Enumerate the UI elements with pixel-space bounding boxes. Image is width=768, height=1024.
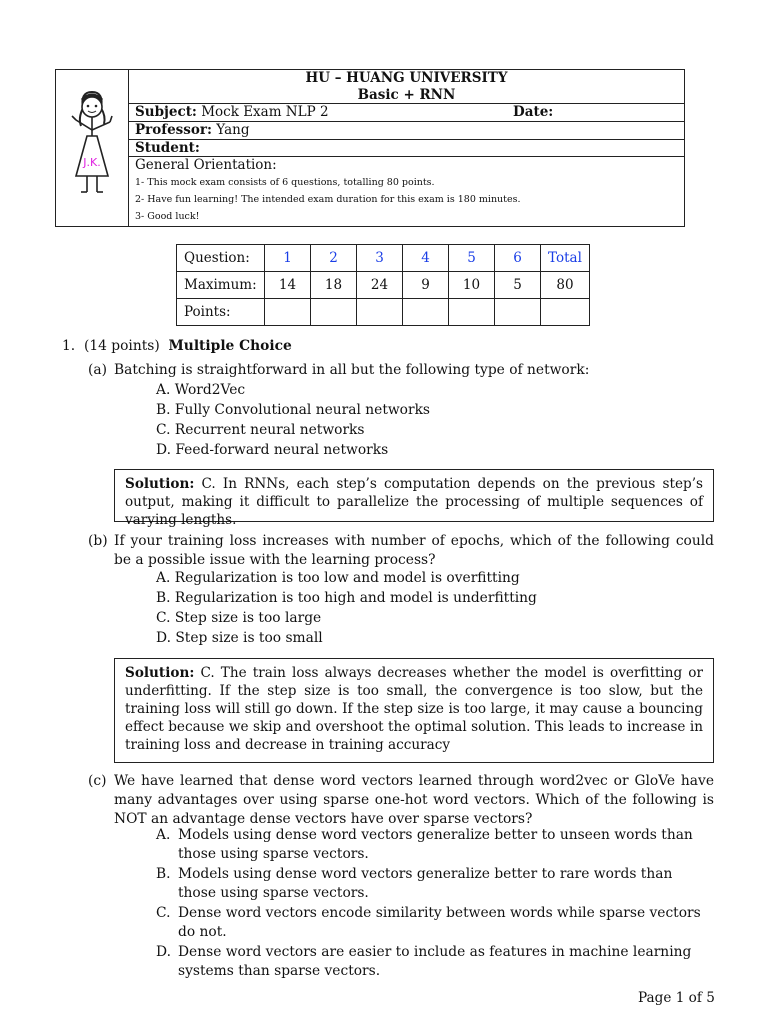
option-letter: A.	[156, 827, 171, 843]
option-list	[156, 380, 430, 460]
subject-row	[129, 104, 684, 122]
part-c-label: (c)	[88, 773, 107, 789]
question-title: Multiple Choice	[168, 338, 292, 354]
option-item	[156, 440, 430, 460]
option-letter: B.	[156, 590, 171, 606]
max-cell: 5	[495, 272, 541, 299]
option-text: Dense word vectors encode similarity between words while sparse vectors do not.	[178, 905, 701, 940]
part-b-label: (b)	[88, 533, 108, 549]
professor-label: Professor:	[135, 122, 212, 138]
option-letter: A.	[156, 382, 171, 398]
points-cell[interactable]	[541, 299, 590, 326]
subject-value: Mock Exam NLP 2	[201, 104, 329, 120]
points-cell[interactable]	[357, 299, 403, 326]
max-cell: 14	[265, 272, 311, 299]
max-cell: 9	[403, 272, 449, 299]
student-label: Student:	[135, 140, 200, 156]
option-text: Regularization is too low and model is overfitting	[174, 570, 520, 586]
option-item	[156, 943, 714, 981]
max-cell: 80	[541, 272, 590, 299]
row-label: Question:	[177, 245, 265, 272]
option-text: Dense word vectors are easier to include as features in machine learning systems than sparse vectors.	[178, 944, 692, 979]
option-letter: D.	[156, 442, 171, 458]
student-row	[129, 140, 684, 157]
option-text: Models using dense word vectors generalize better to unseen words than those using sparse vectors.	[178, 827, 693, 862]
points-row	[177, 299, 590, 326]
solution-label: Solution:	[125, 476, 195, 492]
option-letter: C.	[156, 905, 171, 921]
row-label: Maximum:	[177, 272, 265, 299]
row-label: Points:	[177, 299, 265, 326]
professor-row	[129, 122, 684, 140]
option-item	[156, 608, 537, 628]
option-text: Step size is too large	[174, 610, 322, 626]
avatar-cell	[56, 70, 129, 226]
professor-value: Yang	[216, 122, 250, 138]
part-a-text: Batching is straightforward in all but the following type of network:	[114, 362, 590, 378]
option-item	[156, 865, 714, 903]
maximum-row	[177, 272, 590, 299]
option-item	[156, 628, 537, 648]
option-letter: D.	[156, 630, 171, 646]
exam-header	[55, 69, 685, 227]
option-item	[156, 420, 430, 440]
solution-box-a	[114, 469, 714, 528]
points-cell[interactable]	[449, 299, 495, 326]
option-item	[156, 826, 714, 864]
orientation-line-2: 2- Have fun learning! The intended exam duration for this exam is 180 minutes.	[135, 194, 521, 205]
page-number: Page 1 of 5	[638, 990, 715, 1006]
option-item	[156, 380, 430, 400]
stick-figure-avatar	[56, 70, 128, 226]
option-text: Step size is too small	[175, 630, 323, 646]
option-text: Regularization is too high and model is underfitting	[174, 590, 537, 606]
option-item	[156, 904, 714, 942]
option-list	[156, 568, 537, 648]
question-row	[177, 245, 590, 272]
orientation-line-3: 3- Good luck!	[135, 211, 200, 222]
orientation-block	[129, 157, 684, 226]
subject-label: Subject:	[135, 104, 197, 120]
question-link[interactable]: 4	[403, 245, 449, 272]
option-letter: A.	[156, 570, 171, 586]
solution-text: C. The train loss always decreases whether the model is overfitting or underfitting. If the step size is too small, the convergence is too slow, but the training loss will still go down. If the step size is too large, it may cause a bouncing effect because we skip and overshoot the optimal solution. This leads to increase in training loss and decrease in training accuracy	[125, 665, 703, 753]
question-points: (14 points)	[83, 338, 160, 354]
option-letter: C.	[156, 610, 171, 626]
option-item	[156, 588, 537, 608]
option-text: Word2Vec	[174, 382, 246, 398]
solution-box-b	[114, 658, 714, 763]
option-letter: B.	[156, 402, 171, 418]
question-number: 1.	[62, 338, 76, 354]
question-link[interactable]: 3	[357, 245, 403, 272]
solution-label: Solution:	[125, 665, 195, 681]
max-cell: 24	[357, 272, 403, 299]
question-link[interactable]: 1	[265, 245, 311, 272]
option-text: Feed-forward neural networks	[175, 442, 389, 458]
avatar-initials: J.K.	[83, 156, 101, 169]
orientation-title: General Orientation:	[135, 157, 277, 173]
question-link[interactable]: 6	[495, 245, 541, 272]
part-b-text: If your training loss increases with number of epochs, which of the following could be a possible issue with the learning process?	[114, 533, 714, 568]
solution-text: C. In RNNs, each step’s computation depends on the previous step’s output, making it difficult to parallelize the processing of multiple sequences of varying lengths.	[125, 476, 703, 528]
max-cell: 18	[311, 272, 357, 299]
part-c-text: We have learned that dense word vectors learned through word2vec or GloVe have many advantages over using sparse one-hot word vectors. Which of the following is NOT an advantage dense vectors have over sparse vectors?	[114, 773, 714, 827]
date-label: Date:	[513, 104, 554, 120]
points-cell[interactable]	[265, 299, 311, 326]
points-cell[interactable]	[311, 299, 357, 326]
question-link[interactable]: 2	[311, 245, 357, 272]
points-cell[interactable]	[403, 299, 449, 326]
option-text: Models using dense word vectors generalize better to rare words than those using sparse vectors.	[178, 866, 673, 901]
score-table	[176, 244, 590, 326]
option-letter: C.	[156, 422, 171, 438]
total-link[interactable]: Total	[541, 245, 590, 272]
course-title: Basic + RNN	[129, 87, 684, 104]
part-a-label: (a)	[88, 362, 107, 378]
question-1-heading	[62, 337, 292, 356]
option-letter: B.	[156, 866, 171, 882]
orientation-line-1: 1- This mock exam consists of 6 questions, totalling 80 points.	[135, 177, 435, 188]
max-cell: 10	[449, 272, 495, 299]
points-cell[interactable]	[495, 299, 541, 326]
header-info	[129, 70, 684, 226]
option-letter: D.	[156, 944, 171, 960]
option-item	[156, 568, 537, 588]
option-text: Fully Convolutional neural networks	[174, 402, 431, 418]
option-text: Recurrent neural networks	[174, 422, 365, 438]
option-item	[156, 400, 430, 420]
option-list	[156, 826, 714, 982]
university-name: HU – HUANG UNIVERSITY	[305, 70, 508, 86]
question-link[interactable]: 5	[449, 245, 495, 272]
